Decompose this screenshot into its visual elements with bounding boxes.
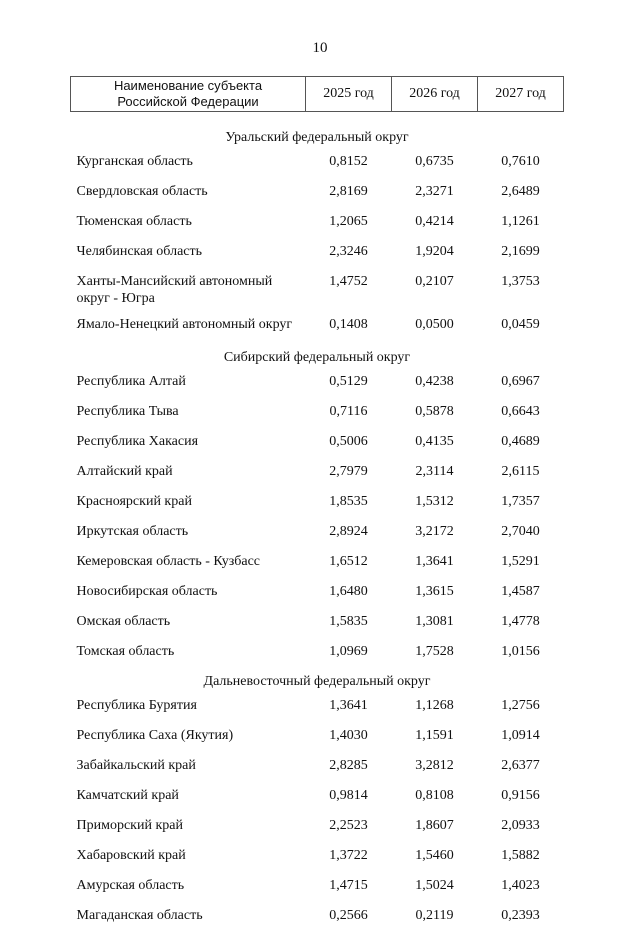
value-2027-cell: 2,7040 bbox=[478, 520, 564, 550]
subject-name-cell: Магаданская область bbox=[71, 904, 306, 934]
table-row bbox=[71, 460, 564, 490]
header-subject-name bbox=[71, 77, 306, 112]
value-2026-cell: 1,8607 bbox=[392, 814, 478, 844]
value-2026-cell: 0,2107 bbox=[392, 270, 478, 313]
table-row bbox=[71, 784, 564, 814]
value-2025-cell: 1,4030 bbox=[306, 724, 392, 754]
value-2025-cell: 2,3246 bbox=[306, 240, 392, 270]
table-row bbox=[71, 520, 564, 550]
table-row bbox=[71, 694, 564, 724]
value-2027-cell: 0,6643 bbox=[478, 400, 564, 430]
table-spacer-cell bbox=[71, 112, 564, 127]
value-2026-cell: 1,1591 bbox=[392, 724, 478, 754]
value-2026-cell: 2,3114 bbox=[392, 460, 478, 490]
value-2026-cell: 3,2812 bbox=[392, 754, 478, 784]
value-2027-cell: 0,0459 bbox=[478, 313, 564, 346]
subject-name-cell: Республика Саха (Якутия) bbox=[71, 724, 306, 754]
table-row bbox=[71, 580, 564, 610]
district-heading-row bbox=[71, 126, 564, 150]
value-2025-cell: 1,3641 bbox=[306, 694, 392, 724]
subject-name-cell: Ханты-Мансийский автономный округ - Югра bbox=[71, 270, 306, 313]
value-2027-cell: 2,6115 bbox=[478, 460, 564, 490]
subject-name-cell: Республика Бурятия bbox=[71, 694, 306, 724]
value-2027-cell: 0,6967 bbox=[478, 370, 564, 400]
value-2027-cell: 1,4587 bbox=[478, 580, 564, 610]
value-2025-cell: 1,2065 bbox=[306, 210, 392, 240]
value-2027-cell: 1,1261 bbox=[478, 210, 564, 240]
subject-name-cell: Хабаровский край bbox=[71, 844, 306, 874]
value-2027-cell: 1,5882 bbox=[478, 844, 564, 874]
value-2026-cell: 0,2119 bbox=[392, 904, 478, 934]
value-2027-cell: 1,0914 bbox=[478, 724, 564, 754]
table-row bbox=[71, 313, 564, 346]
table-row bbox=[71, 490, 564, 520]
table-row bbox=[71, 610, 564, 640]
value-2025-cell: 2,8924 bbox=[306, 520, 392, 550]
value-2025-cell: 1,4715 bbox=[306, 874, 392, 904]
header-year-2026: 2026 год bbox=[392, 77, 478, 112]
value-2025-cell: 0,2566 bbox=[306, 904, 392, 934]
table-row bbox=[71, 150, 564, 180]
table-row bbox=[71, 814, 564, 844]
district-heading-row bbox=[71, 670, 564, 694]
value-2026-cell: 0,5878 bbox=[392, 400, 478, 430]
header-year-2027: 2027 год bbox=[478, 77, 564, 112]
value-2027-cell: 1,2756 bbox=[478, 694, 564, 724]
table-row bbox=[71, 904, 564, 934]
district-heading-row bbox=[71, 346, 564, 370]
allocation-table-container bbox=[70, 76, 564, 934]
subject-name-cell: Курганская область bbox=[71, 150, 306, 180]
subject-name-cell: Челябинская область bbox=[71, 240, 306, 270]
value-2025-cell: 1,8535 bbox=[306, 490, 392, 520]
subject-name-cell: Забайкальский край bbox=[71, 754, 306, 784]
value-2027-cell: 0,9156 bbox=[478, 784, 564, 814]
subject-name-cell: Томская область bbox=[71, 640, 306, 670]
subject-name-cell: Алтайский край bbox=[71, 460, 306, 490]
table-row bbox=[71, 240, 564, 270]
value-2025-cell: 0,5006 bbox=[306, 430, 392, 460]
value-2026-cell: 0,8108 bbox=[392, 784, 478, 814]
header-subject-line1: Наименование субъекта bbox=[114, 78, 262, 93]
value-2027-cell: 0,7610 bbox=[478, 150, 564, 180]
table-row bbox=[71, 180, 564, 210]
value-2027-cell: 2,6377 bbox=[478, 754, 564, 784]
district-title: Сибирский федеральный округ bbox=[71, 346, 564, 370]
district-title: Уральский федеральный округ bbox=[71, 126, 564, 150]
table-row bbox=[71, 640, 564, 670]
subject-name-cell: Омская область bbox=[71, 610, 306, 640]
header-year-2025: 2025 год bbox=[306, 77, 392, 112]
value-2026-cell: 1,5460 bbox=[392, 844, 478, 874]
value-2026-cell: 1,3615 bbox=[392, 580, 478, 610]
value-2027-cell: 1,4023 bbox=[478, 874, 564, 904]
value-2025-cell: 1,3722 bbox=[306, 844, 392, 874]
value-2027-cell: 1,3753 bbox=[478, 270, 564, 313]
value-2025-cell: 0,5129 bbox=[306, 370, 392, 400]
table-row bbox=[71, 844, 564, 874]
subject-name-cell: Ямало-Ненецкий автономный округ bbox=[71, 313, 306, 346]
value-2025-cell: 0,7116 bbox=[306, 400, 392, 430]
value-2026-cell: 2,3271 bbox=[392, 180, 478, 210]
subject-name-cell: Приморский край bbox=[71, 814, 306, 844]
table-header bbox=[71, 77, 564, 112]
value-2025-cell: 1,6480 bbox=[306, 580, 392, 610]
value-2026-cell: 1,7528 bbox=[392, 640, 478, 670]
table-row bbox=[71, 370, 564, 400]
table-row bbox=[71, 724, 564, 754]
value-2026-cell: 1,1268 bbox=[392, 694, 478, 724]
value-2027-cell: 1,0156 bbox=[478, 640, 564, 670]
table-row bbox=[71, 874, 564, 904]
value-2026-cell: 1,5024 bbox=[392, 874, 478, 904]
table-row bbox=[71, 270, 564, 313]
value-2026-cell: 0,4214 bbox=[392, 210, 478, 240]
subject-name-cell: Камчатский край bbox=[71, 784, 306, 814]
table-row bbox=[71, 550, 564, 580]
value-2026-cell: 1,3081 bbox=[392, 610, 478, 640]
value-2026-cell: 3,2172 bbox=[392, 520, 478, 550]
table-row bbox=[71, 210, 564, 240]
value-2027-cell: 2,1699 bbox=[478, 240, 564, 270]
value-2025-cell: 2,7979 bbox=[306, 460, 392, 490]
value-2027-cell: 1,4778 bbox=[478, 610, 564, 640]
value-2027-cell: 0,2393 bbox=[478, 904, 564, 934]
header-subject-line2: Российской Федерации bbox=[117, 94, 258, 109]
header-row bbox=[71, 77, 564, 112]
subject-name-cell: Новосибирская область bbox=[71, 580, 306, 610]
table-row bbox=[71, 754, 564, 784]
subject-name-cell: Иркутская область bbox=[71, 520, 306, 550]
subject-name-cell: Кемеровская область - Кузбасс bbox=[71, 550, 306, 580]
table-row bbox=[71, 430, 564, 460]
subject-name-cell: Тюменская область bbox=[71, 210, 306, 240]
table-body bbox=[71, 112, 564, 934]
value-2027-cell: 1,7357 bbox=[478, 490, 564, 520]
value-2026-cell: 0,4238 bbox=[392, 370, 478, 400]
subject-name-cell: Свердловская область bbox=[71, 180, 306, 210]
value-2025-cell: 2,2523 bbox=[306, 814, 392, 844]
value-2025-cell: 1,5835 bbox=[306, 610, 392, 640]
value-2026-cell: 1,5312 bbox=[392, 490, 478, 520]
value-2027-cell: 0,4689 bbox=[478, 430, 564, 460]
value-2025-cell: 1,4752 bbox=[306, 270, 392, 313]
value-2026-cell: 0,4135 bbox=[392, 430, 478, 460]
value-2025-cell: 1,6512 bbox=[306, 550, 392, 580]
subject-name-cell: Амурская область bbox=[71, 874, 306, 904]
value-2026-cell: 0,6735 bbox=[392, 150, 478, 180]
value-2025-cell: 2,8169 bbox=[306, 180, 392, 210]
subject-name-cell: Республика Алтай bbox=[71, 370, 306, 400]
table-spacer bbox=[71, 112, 564, 127]
district-title: Дальневосточный федеральный округ bbox=[71, 670, 564, 694]
value-2025-cell: 2,8285 bbox=[306, 754, 392, 784]
value-2027-cell: 2,0933 bbox=[478, 814, 564, 844]
page-number: 10 bbox=[0, 40, 640, 57]
allocation-table bbox=[70, 76, 564, 934]
table-row bbox=[71, 400, 564, 430]
value-2026-cell: 1,3641 bbox=[392, 550, 478, 580]
value-2025-cell: 1,0969 bbox=[306, 640, 392, 670]
value-2025-cell: 0,9814 bbox=[306, 784, 392, 814]
value-2026-cell: 1,9204 bbox=[392, 240, 478, 270]
subject-name-cell: Республика Хакасия bbox=[71, 430, 306, 460]
value-2025-cell: 0,8152 bbox=[306, 150, 392, 180]
value-2026-cell: 0,0500 bbox=[392, 313, 478, 346]
subject-name-cell: Красноярский край bbox=[71, 490, 306, 520]
value-2027-cell: 2,6489 bbox=[478, 180, 564, 210]
subject-name-cell: Республика Тыва bbox=[71, 400, 306, 430]
value-2027-cell: 1,5291 bbox=[478, 550, 564, 580]
value-2025-cell: 0,1408 bbox=[306, 313, 392, 346]
